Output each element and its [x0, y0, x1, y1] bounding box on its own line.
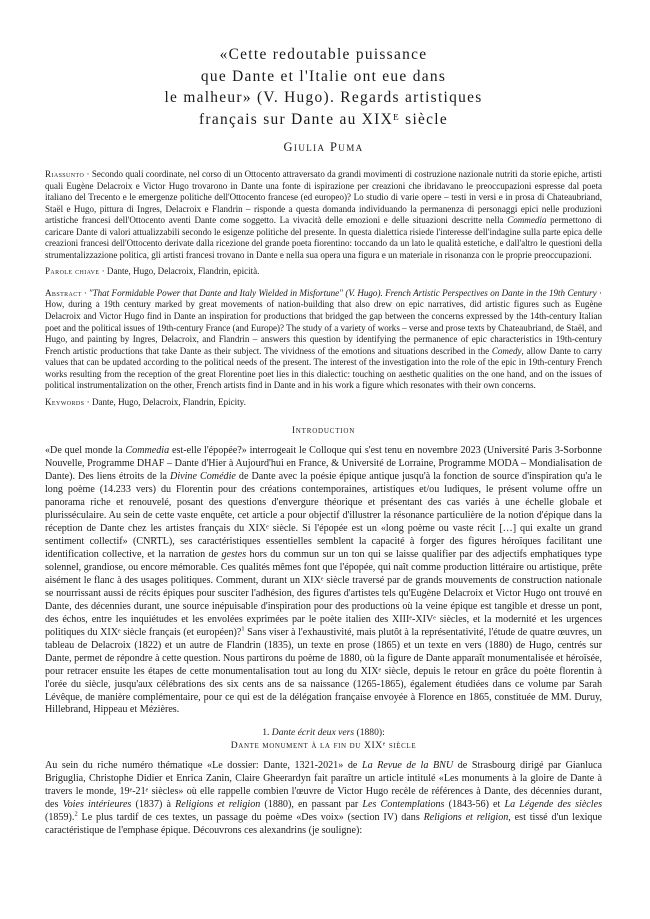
parole-chiave-text: · Dante, Hugo, Delacroix, Flandrin, epicità. [99, 266, 260, 277]
section-title-italic: Dante écrit deux vers [271, 727, 355, 739]
section-italic: Religions et religion [423, 811, 509, 823]
article-title [45, 44, 602, 130]
intro-text: de Dante avec la poésie épique antique jusqu'à la fonction de source d'inspiration qu'a le long poème (14.233 vers) du Florentin pour des créations contemporaines, artistiques et/ou ludiques, le présent volume offre un panorama riche et renouvelé, posant des questions d'envergure théorique et présentant des cas variés à une échelle globale et plurisséculaire. Au sein de cette vaste enquête, cet article a pour objectif d'illustrer la résonance particulière de la notion d'épique dans la réception de Dante chez les artistes français du XIXᵉ siècle. Si l'épopée est un «long poème ou vaste récit […] qui exalte un grand sentiment collectif» (CNRTL), ses caractéristiques essentielles semblent la capacité à forger des figures héroïques facilitant une identification collective, et la narration de [45, 471, 602, 561]
section-text: Le plus tardif de ces textes, un passage du poème «Des voix» (section IV) dans [77, 811, 424, 823]
title-line: le malheur» (V. Hugo). Regards artistiques [164, 89, 483, 106]
abstract-paragraph [45, 288, 602, 392]
riassunto-text-2: permettono di caricare Dante di valori attualizzabili secondo le esigenze politiche del presente. In questa dialettica risiede l'interesse dell'indagine sulla parte epica delle creazioni francesi dell'Ottocento derivate dalla ricezione del grande poeta fiorentino: toccando da un lato le qualità estetiche, e dall'altro le questioni della strumentalizzazione politica, gli artisti francesi trovano in Dante e nella sua opera una figura e un materiale in risonanza con le proprie preoccupazioni. [45, 215, 603, 260]
section-title-tail: (1880): [354, 727, 385, 739]
section-text: Au sein du riche numéro thématique «Le dossier: Dante, 1321-2021» de [45, 759, 362, 771]
riassunto-label: Riassunto [45, 169, 85, 179]
section-1-heading [45, 727, 602, 751]
keywords-label: Keywords [45, 396, 85, 407]
section-text: (1837) à [131, 798, 176, 810]
intro-text: est-elle l'épopée?» interrogeait le Colloque qui s'est tenu en novembre 2023 (Université Paris 3-Sorbonne Nouvelle, Programme DHAF – Dante d'Hier à Aujourd'hui en France, & Université de Lorraine, Programme MODA – Mondialisation de Dante). Des liens étroits de la [45, 445, 602, 483]
abstract-text: · How, during a 19th century marked by great movements of nation-building that also drew on epic narratives, did artistic figures such as Eugène Delacroix and Victor Hugo find in Dante an inspiration for productions that bridged the gap between the concerns expressed by the 14th-century Italian poet and the political issues of 19th-century France (and Europe)? The study of a variety of works – verse and prose texts by Chateaubriand, de Staël, and Hugo, and painting by Ingres, Delacroix, and Flandrin – answers this question by identifying the permanence of epic characteristics in 19th-century French artistic productions that take Dante as their subject. The vividness of the emotions and situations described in the [45, 287, 602, 356]
parole-chiave-label: Parole chiave [45, 266, 100, 277]
intro-italic: Divine Comédie [170, 471, 236, 483]
keywords-text: · Dante, Hugo, Delacroix, Flandrin, Epicity. [84, 396, 246, 407]
section-1-heading-line-1 [45, 727, 602, 739]
section-text: de Strasbourg dirigé par Gianluca Briguglia, Christophe Didier et Enrica Zanin, Claire Gheerardyn fait paraître un article intitulé «Les monuments à la gloire de Dante à travers le monde, 19ᵉ-21ᵉ siècles» où elle rappelle combien l'œuvre de Victor Hugo recèle de références à Dante, des décennies durant, des [45, 759, 602, 810]
section-italic: Religions et religion [175, 798, 261, 810]
footnote-ref-2[interactable]: 2 [74, 810, 78, 818]
section-text: , est tissé d'un lexique caractéristique de l'emphase épique. Découvrons ces alexandrins (je souligne): [45, 811, 603, 836]
section-italic: Les Contemplations [362, 798, 445, 810]
footnote-ref-1[interactable]: 1 [241, 625, 245, 633]
abstract-title: · "That Formidable Power that Dante and Italy Wielded in Misfortune" (V. Hugo). French Artistic Perspectives on Dante in the 19th Century [81, 287, 597, 298]
abstract-label: Abstract [45, 287, 82, 298]
intro-text: Sans viser à l'exhaustivité, mais plutôt à la représentativité, l'étude de quatre œuvres, un tableau de Delacroix (1822) et un autre de Flandrin (1835), un texte en prose (1865) et un texte en vers (1880) de Hugo, centrés sur Dante, permet de répondre à cette question. Nous partirons du poème de 1880, où la figure de Dante apparaît monumentalisée et héroïsée, pour retracer ensuite les étapes de cette monumentalisation tout au long du XIXᵉ siècle, depuis le retour en grâce du poète florentin à l'orée du siècle, jusqu'aux célébrations des six cents ans de sa naissance (1265-1865), également étudiées dans ce volume par Sarah Lévêque, de manière complémentaire, pour ce qui est de la délégation française envoyée à Florence en 1865, constituée de MM. Duruy, Hillebrand, Hippeau et Mézières. [45, 626, 602, 716]
keywords-line [45, 397, 602, 409]
intro-text: «De quel monde la [45, 445, 126, 457]
intro-italic: gestes [221, 549, 247, 561]
section-text: (1880), en passant par [260, 798, 363, 810]
riassunto-paragraph [45, 169, 602, 261]
riassunto-text: · Secondo quali coordinate, nel corso di un Ottocento attraversato da grandi movimenti di costruzione nazionale nutriti da storie epiche, artisti quali Eugène Delacroix e Victor Hugo trovarono in Dante una fonte di ispirazione per creazioni che ibridavano le preoccupazioni espresse dal poeta italiano del Trecento e le emergenze politiche dell'Ottocento francese (ed europeo)? Lo studio di varie opere – testi in versi e in prosa di Chateaubriand, Staël e Hugo, pittura di Ingres, Delacroix e Flandrin – risponde a questa domanda individuando la permanenza di personaggi epici nelle produzioni artistiche francesi dell'Ottocento aventi Dante come soggetto. La vivacità delle emozioni e delle situazioni descritte nella [45, 169, 602, 226]
section-italic: La Légende des siècles [504, 798, 602, 810]
section-text: (1843-56) et [444, 798, 505, 810]
abstract-text-2: , allow Dante to carry values that can be updated according to the political needs of the present. The interest of the investigation into the role of the epic in 19th-century French works resulting from the reception of the great Florentine poet lies in this dialectic: touching on aesthetic qualities on the one hand, and on the issues of political instrumentalization on the other, French artists find in Dante and in his work a figure which resonates with their own concerns. [45, 345, 602, 391]
abstract-italic: Comedy [491, 345, 522, 356]
section-1-paragraph [45, 760, 602, 838]
section-number: 1. [262, 727, 272, 739]
section-text: (1859). [45, 811, 75, 823]
author-name: Giulia Puma [283, 140, 364, 154]
introduction-heading: Introduction [291, 426, 356, 437]
title-line: français sur Dante au XIXᴱ siècle [198, 110, 448, 128]
introduction-paragraph [45, 445, 602, 717]
section-italic: Voies intérieures [62, 798, 132, 810]
intro-text: hors du commun sur un ton qui se laisse qualifier par des adjectifs emphatiques type solennel, grandiose, ou encore mémorable. Ces qualités mêmes font que l'épopée, qui naît comme production littéraire ou artistique, prête aisément le flanc à des usages politiques. Comment, durant un XIXᵉ siècle traversé par de grands mouvements de construction nationale se nourrissant aussi de récits épiques pour susciter l'adhésion, des figures d'artistes tels qu'Eugène Delacroix et Victor Hugo ont trouvé en Dante, des décennies durant, une source inépuisable d'inspiration pour des productions où la veine épique est tangible et dresse un pont, des échos, entre les inquiétudes et les envolées exprimées par le poète italien des XIIIᵉ-XIVᵉ siècles, et la modernité et les urgences politiques du XIXᵉ siècle français (et européen)? [45, 549, 602, 638]
section-1-heading-line-2: Dante monument à la fin du XIXᵉ siècle [230, 739, 417, 751]
section-italic: La Revue de la BNU [361, 759, 454, 771]
intro-italic: Commedia [125, 445, 170, 457]
title-line: que Dante et l'Italie ont eue dans [200, 67, 447, 85]
title-line: «Cette redoutable puissance [219, 46, 428, 63]
riassunto-italic: Commedia [507, 215, 547, 226]
parole-chiave-line [45, 266, 602, 278]
